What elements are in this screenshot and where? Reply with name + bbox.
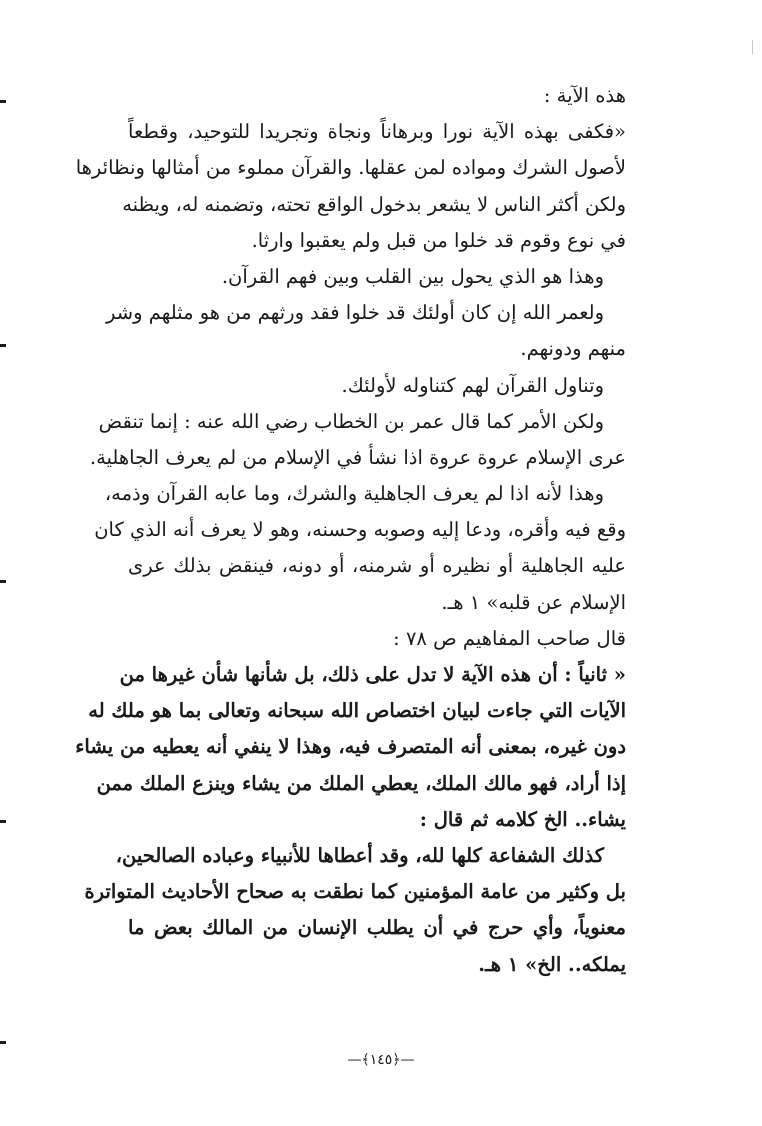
binding-mark: [0, 580, 6, 583]
scan-edge-mark: [752, 40, 753, 54]
quote-line: « ثانياً : أن هذه الآية لا تدل على ذلك، بل شأنها شأن غيرها من: [119, 663, 626, 686]
text-line: وهذا لأنه اذا لم يعرف الجاهلية والشرك، وما عابه القرآن وذمه،: [104, 482, 604, 506]
quote-line: معنوياً، وأي حرج في أن يطلب الإنسان من المالك بعض ما: [128, 916, 626, 940]
section-heading: قال صاحب المفاهيم ص ٧٨ :: [393, 626, 626, 650]
quote-line: يشاء.. الخ كلامه ثم قال :: [419, 807, 626, 831]
text-line: وقع فيه وأقره، ودعا إليه وصوبه وحسنه، وهو لا يعرف أنه الذي كان: [94, 518, 626, 542]
binding-mark: [0, 344, 6, 347]
binding-mark: [0, 1041, 6, 1044]
quote-line: إذا أراد، فهو مالك الملك، يعطي الملك من يشاء وينزع الملك ممن: [96, 771, 626, 795]
text-line: عليه الجاهلية أو نظيره أو شرمنه، أو دونه، فينقض بذلك عرى: [128, 554, 626, 578]
text-line: منهم ودونهم.: [520, 337, 626, 361]
quote-line: يملكه.. الخ» ١ هـ.: [478, 952, 626, 976]
quote-line: الآيات التي جاءت لبيان اختصاص الله سبحانه وتعالى بما هو ملك له: [88, 699, 626, 723]
text-line: وتناول القرآن لهم كتناوله لأولئك.: [341, 373, 604, 397]
text-line: عرى الإسلام عروة عروة اذا نشأ في الإسلام من لم يعرف الجاهلية.: [89, 445, 626, 469]
body-text: [75, 78, 626, 983]
text-line: هذه الآية :: [543, 84, 626, 107]
text-line: «فكفى بهذه الآية نورا وبرهاناً ونجاة وتجريدا للتوحيد، وقطعاً: [128, 120, 626, 144]
page-number: —﴿١٤٥﴾—: [347, 1052, 415, 1068]
text-line: في نوع وقوم قد خلوا من قبل ولم يعقبوا وارثا.: [251, 228, 626, 252]
text-line: ولكن أكثر الناس لا يشعر بدخول الواقع تحته، وتضمنه له، ويظنه: [122, 192, 626, 216]
quote-line: كذلك الشفاعة كلها لله، وقد أعطاها للأنبياء وعباده الصالحين،: [115, 843, 604, 867]
text-line: ولكن الأمر كما قال عمر بن الخطاب رضي الله عنه : إنما تنقض: [98, 409, 604, 433]
binding-mark: [0, 820, 6, 823]
text-line: وهذا هو الذي يحول بين القلب وبين فهم القرآن.: [221, 264, 604, 288]
binding-mark: [0, 100, 6, 103]
quote-line: بل وكثير من عامة المؤمنين كما نطقت به صحاح الأحاديث المتواترة: [84, 880, 626, 904]
text-line: الإسلام عن قلبه» ١ هـ.: [441, 590, 626, 614]
text-line: لأصول الشرك ومواده لمن عقلها. والقرآن مملوء من أمثالها ونظائرها: [75, 156, 626, 180]
quote-line: دون غيره، بمعنى أنه المتصرف فيه، وهذا لا ينفي أنه يعطيه من يشاء: [75, 735, 626, 759]
text-line: ولعمر الله إن كان أولئك قد خلوا فقد ورثهم من هو مثلهم وشر: [106, 301, 604, 325]
